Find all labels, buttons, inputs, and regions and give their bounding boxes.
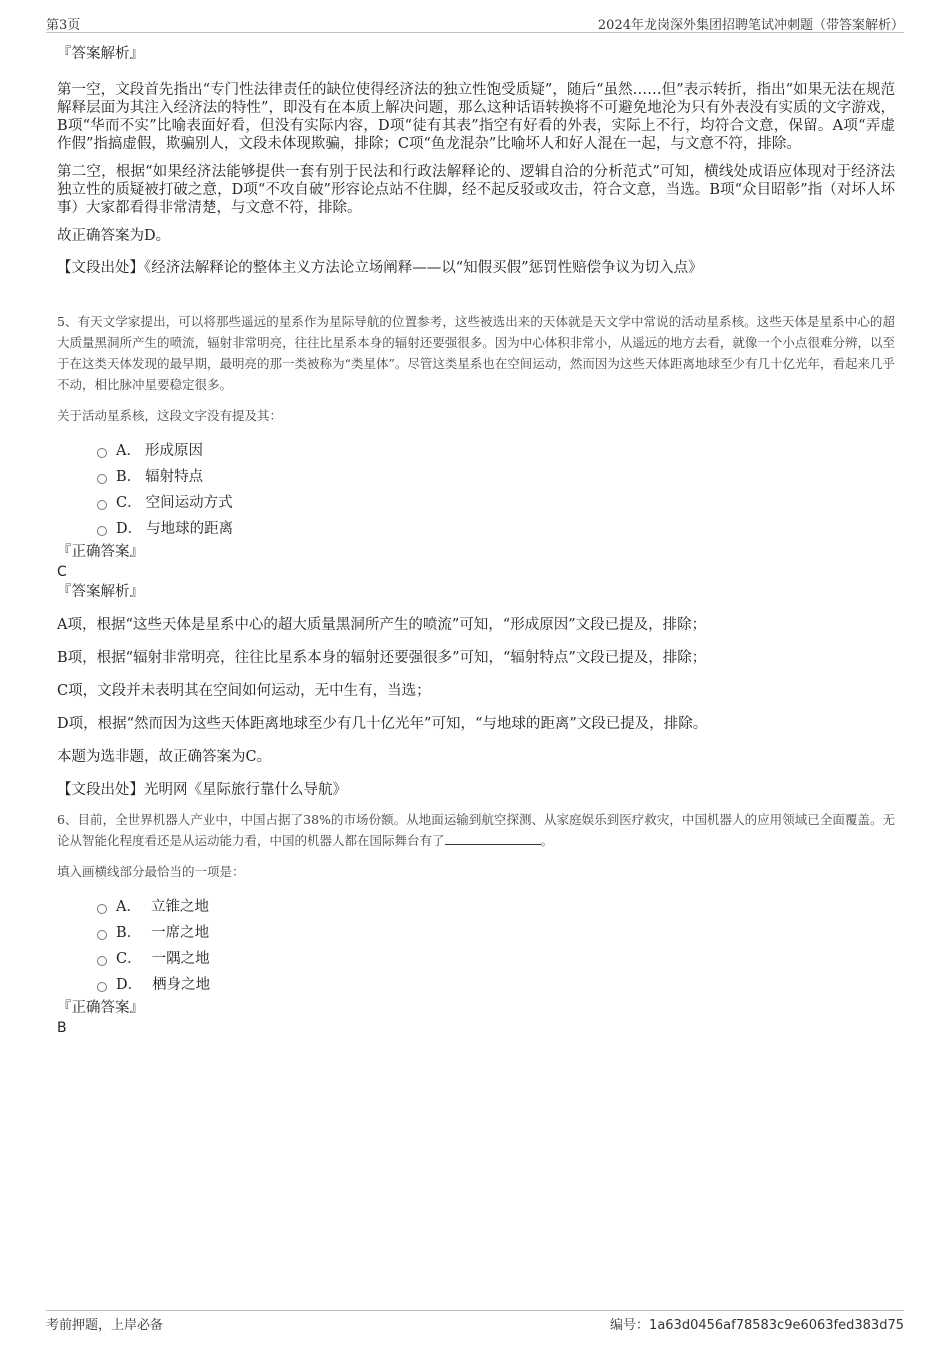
analysis-line: D项，根据“然而因为这些天体距离地球至少有几十亿光年”可知，“与地球的距离”文段已提及，排除。 (57, 716, 708, 732)
answer-label: 『正确答案』 (57, 1000, 144, 1016)
option-d[interactable]: D． 栖身之地 (97, 972, 895, 998)
document-code: 编号：1a63d0456af78583c9e6063fed383d75 (610, 1318, 904, 1333)
option-text: 立锥之地 (150, 899, 209, 915)
option-c[interactable]: C． 空间运动方式 (97, 490, 895, 516)
option-text: 辐射特点 (145, 469, 204, 485)
answer-label: 『正确答案』 (57, 544, 144, 560)
question-prompt: 填入画横线部分最恰当的一项是： (57, 864, 245, 879)
question-stem: 6、目前，全世界机器人产业中，中国占据了38%的市场份额。从地面运输到航空探测、从家庭娱乐到医疗救灾，中国机器人的应用领域已全面覆盖。无论从智能化程度看还是从运动能力看，中国的机器人都在国际舞台有了 。 (57, 812, 895, 848)
option-b[interactable]: B． 一席之地 (97, 920, 895, 946)
analysis-label: 『答案解析』 (57, 584, 144, 600)
radio-icon[interactable] (97, 956, 107, 966)
option-text: 一席之地 (151, 925, 210, 941)
radio-icon[interactable] (97, 982, 107, 992)
correct-answer: C (57, 564, 67, 580)
option-text: 与地球的距离 (146, 521, 234, 537)
option-text: 一隅之地 (151, 951, 210, 967)
source-text: 【文段出处】《经济法解释论的整体主义方法论立场阐释——以“知假买假”惩罚性赔偿争议为切入点》 (57, 260, 703, 276)
option-list (57, 894, 895, 998)
radio-icon[interactable] (97, 930, 107, 940)
footer-slogan: 考前押题，上岸必备 (46, 1318, 164, 1333)
page-header (46, 14, 904, 33)
analysis-paragraph: 第二空，根据“如果经济法能够提供一套有别于民法和行政法解释论的、逻辑自洽的分析范式”可知，横线处成语应体现对于经济法独立性的质疑被打破之意，D项“不攻自破”形容论点站不住脚，经不起反驳或攻击，符合文意，当选。B项“众目昭彰”指（对坏人坏事）大家都看得非常清楚，与文意不符，排除。 (57, 164, 895, 216)
fill-blank (445, 832, 541, 845)
source-text: 【文段出处】光明网《星际旅行靠什么导航》 (57, 782, 347, 798)
document-title: 2024年龙岗深外集团招聘笔试冲刺题（带答案解析） (597, 18, 904, 33)
radio-icon[interactable] (97, 474, 107, 484)
radio-icon[interactable] (97, 448, 107, 458)
option-d[interactable]: D． 与地球的距离 (97, 516, 895, 542)
page-number: 第3页 (46, 18, 81, 33)
option-a[interactable]: A． 形成原因 (97, 438, 895, 464)
analysis-line: 本题为选非题，故正确答案为C。 (57, 749, 272, 765)
option-c[interactable]: C． 一隅之地 (97, 946, 895, 972)
option-text: 空间运动方式 (145, 495, 233, 511)
correct-answer: B (57, 1020, 67, 1036)
page-content (57, 44, 895, 1038)
analysis-line: A项，根据“这些天体是星系中心的超大质量黑洞所产生的喷流”可知，“形成原因”文段已提及，排除； (57, 617, 707, 633)
radio-icon[interactable] (97, 904, 107, 914)
analysis-label: 『答案解析』 (57, 46, 144, 62)
option-a[interactable]: A． 立锥之地 (97, 894, 895, 920)
page-footer (46, 1310, 904, 1335)
option-b[interactable]: B． 辐射特点 (97, 464, 895, 490)
question-stem: 5、有天文学家提出，可以将那些遥远的星系作为星际导航的位置参考，这些被选出来的天体就是天文学中常说的活动星系核。这些天体是星系中心的超大质量黑洞所产生的喷流，辐射非常明亮，往往比星系本身的辐射还要强很多。因为中心体积非常小，从遥远的地方去看，就像一个小点很难分辨，以至于在这类天体发现的最早期，最明亮的那一类被称为“类星体”。尽管这类星系也在空间运动，然而因为这些天体距离地球至少有几十亿光年，看起来几乎不动，相比脉冲星要稳定很多。 (57, 314, 895, 392)
conclusion-text: 故正确答案为D。 (57, 228, 171, 244)
radio-icon[interactable] (97, 500, 107, 510)
option-text: 栖身之地 (152, 977, 211, 993)
radio-icon[interactable] (97, 526, 107, 536)
option-list (57, 438, 895, 542)
analysis-paragraph: 第一空，文段首先指出“专门性法律责任的缺位使得经济法的独立性饱受质疑”，随后“虽然……但”表示转折，指出“如果无法在规范解释层面为其注入经济法的特性”，即没有在本质上解决问题，那么这种话语转换将不可避免地沦为只有外表没有实质的文字游戏，B项“华而不实”比喻表面好看，但没有实际内容，D项“徒有其表”指空有好看的外表，实际上不行，均符合文意，保留。A项“弄虚作假”指搞虚假，欺骗别人，文段未体现欺骗，排除；C项“鱼龙混杂”比喻坏人和好人混在一起，与文意不符，排除。 (57, 82, 895, 152)
option-text: 形成原因 (144, 443, 203, 459)
analysis-line: C项，文段并未表明其在空间如何运动，无中生有，当选； (57, 683, 431, 699)
analysis-line: B项，根据“辐射非常明亮，往往比星系本身的辐射还要强很多”可知，“辐射特点”文段已提及，排除； (57, 650, 707, 666)
question-prompt: 关于活动星系核，这段文字没有提及其： (57, 408, 283, 423)
